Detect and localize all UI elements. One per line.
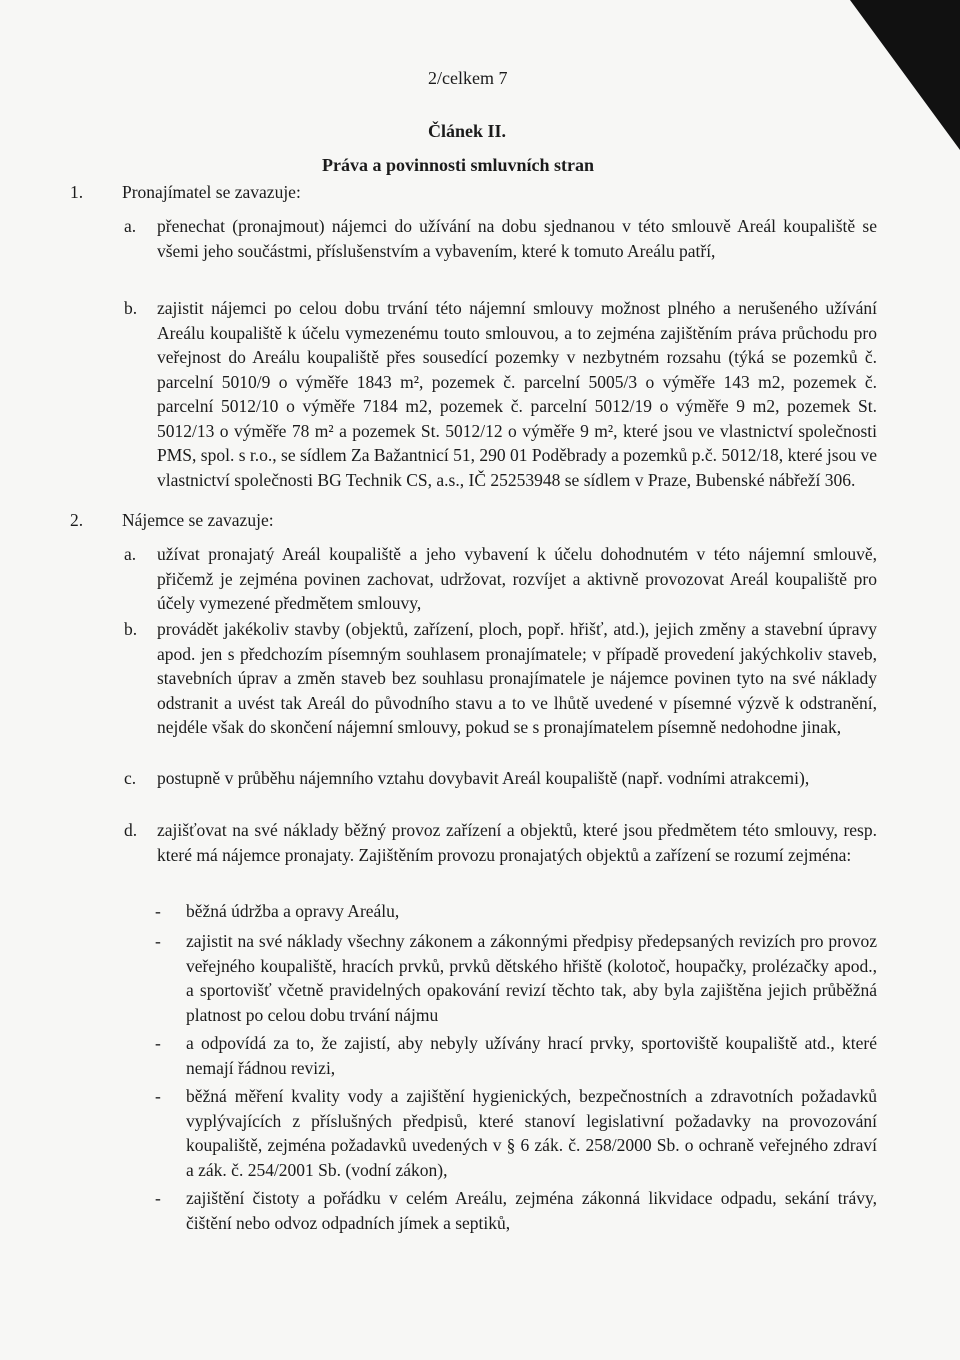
article-title: Článek II. — [428, 121, 507, 141]
bullet-dash: - — [155, 901, 161, 921]
bullet-dash: - — [155, 931, 161, 951]
item-text: zajistit nájemci po celou dobu trvání této nájemní smlouvy možnost plného a nerušeného užívání Areálu koupaliště k účelu vymezenému touto smlouvou, a to zejména zajištěním práva průchodu pro veřejnost do Areálu koupaliště přes sousedící pozemky v nezbytném rozsahu (týká se pozemků č. parcelní 5010/9 o výměře 1843 m², pozemek č. parcelní 5005/3 o výměře 143 m2, pozemek č. parcelní 5012/10 o výměře 7184 m2, pozemek č. parcelní 5012/19 o výměře 9 m2, pozemek St. 5012/13 o výměře 78 m² a pozemek St. 5012/12 o výměře 9 m², které jsou ve vlastnictví společnosti PMS, spol. s r.o., se sídlem Za Bažantnicí 51, 290 01 Poděbrady a pozemků p.č. 5012/18, které jsou ve vlastnictví společnosti BG Technik CS, a.s., IČ 25253948 se sídlem v Praze, Bubenské nábřeží 306. — [157, 298, 877, 490]
item-text: přenechat (pronajmout) nájemci do užívání na dobu sjednanou v této smlouvě Areál koupaliště se všemi jeho součástmi, příslušenstvím a vybavením, které k tomuto Areálu patří, — [157, 216, 877, 261]
item-letter: a. — [124, 216, 137, 236]
scan-corner-mark — [850, 0, 960, 150]
item-letter: d. — [124, 820, 138, 840]
item-text: užívat pronajatý Areál koupaliště a jeho vybavení k účelu dohodnutém v této nájemní smlouvě, přičemž je zejména povinen zachovat, udržovat, rozvíjet a aktivně provozovat Areál koupaliště pro účely vymezené předmětem smlouvy, — [157, 544, 877, 613]
item-letter: c. — [124, 768, 137, 788]
bullet-dash: - — [155, 1086, 161, 1106]
bullet-text: běžná údržba a opravy Areálu, — [186, 901, 400, 921]
page-number: 2/celkem 7 — [428, 68, 508, 88]
section-2-number: 2. — [70, 510, 84, 530]
bullet-dash: - — [155, 1033, 161, 1053]
item-letter: b. — [124, 298, 138, 318]
item-letter: b. — [124, 619, 138, 639]
section-1-number: 1. — [70, 182, 84, 202]
bullet-text: zajištění čistoty a pořádku v celém Areálu, zejména zákonná likvidace odpadu, sekání trávy, čištění nebo odvoz odpadních jímek a septiků, — [186, 1188, 877, 1233]
item-letter: a. — [124, 544, 137, 564]
item-text: postupně v průběhu nájemního vztahu dovybavit Areál koupaliště (např. vodními atrakcemi), — [157, 768, 810, 788]
bullet-dash: - — [155, 1188, 161, 1208]
bullet-text: zajistit na své náklady všechny zákonem a zákonnými předpisy předepsaných revizích pro provoz veřejného koupaliště, hracích prvků, prvků dětského hřiště (kolotoč, houpačky, prolézačky apod., a sportovišť včetně pravidelných opakování revizí těchto tak, aby byla zajištěna jejich průběžná platnost po celou dobu trvání nájmu — [186, 931, 877, 1025]
article-heading: Práva a povinnosti smluvních stran — [322, 155, 595, 175]
section-1-title: Pronajímatel se zavazuje: — [122, 182, 301, 202]
bullet-text: a odpovídá za to, že zajistí, aby nebyly užívány hrací prvky, sportoviště koupaliště atd., které nemají řádnou revizi, — [186, 1033, 877, 1078]
bullet-text: běžná měření kvality vody a zajištění hygienických, bezpečnostních a zdravotních požadavků vyplývajících z příslušných předpisů, které stanoví legislativní požadavky na provozování koupaliště, zejména požadavků uvedených v § 6 zák. č. 258/2000 Sb. o ochraně veřejného zdraví a zák. č. 254/2001 Sb. (vodní zákon), — [186, 1086, 877, 1180]
item-text: provádět jakékoliv stavby (objektů, zařízení, ploch, popř. hřišť, atd.), jejich změny a stavební úpravy apod. jen s předchozím písemným souhlasem pronajímatele; v případě provedení jakýchkoliv staveb, stavebních úprav a změn staveb bez souhlasu pronajímatele je nájemce povinen tyto na své náklady odstranit a uvést tak Areál do původního stavu a to ve lhůtě uvedené v písemné výzvě k odstranění, nejdéle však do skončení nájemní smlouvy, pokud se s pronajímatelem písemně nedohodne jinak, — [157, 619, 877, 737]
section-2-title: Nájemce se zavazuje: — [122, 510, 274, 530]
item-text: zajišťovat na své náklady běžný provoz zařízení a objektů, které jsou předmětem této smlouvy, resp. které má nájemce pronajaty. Zajištěním provozu pronajatých objektů a zařízení se rozumí zejména: — [157, 820, 877, 865]
